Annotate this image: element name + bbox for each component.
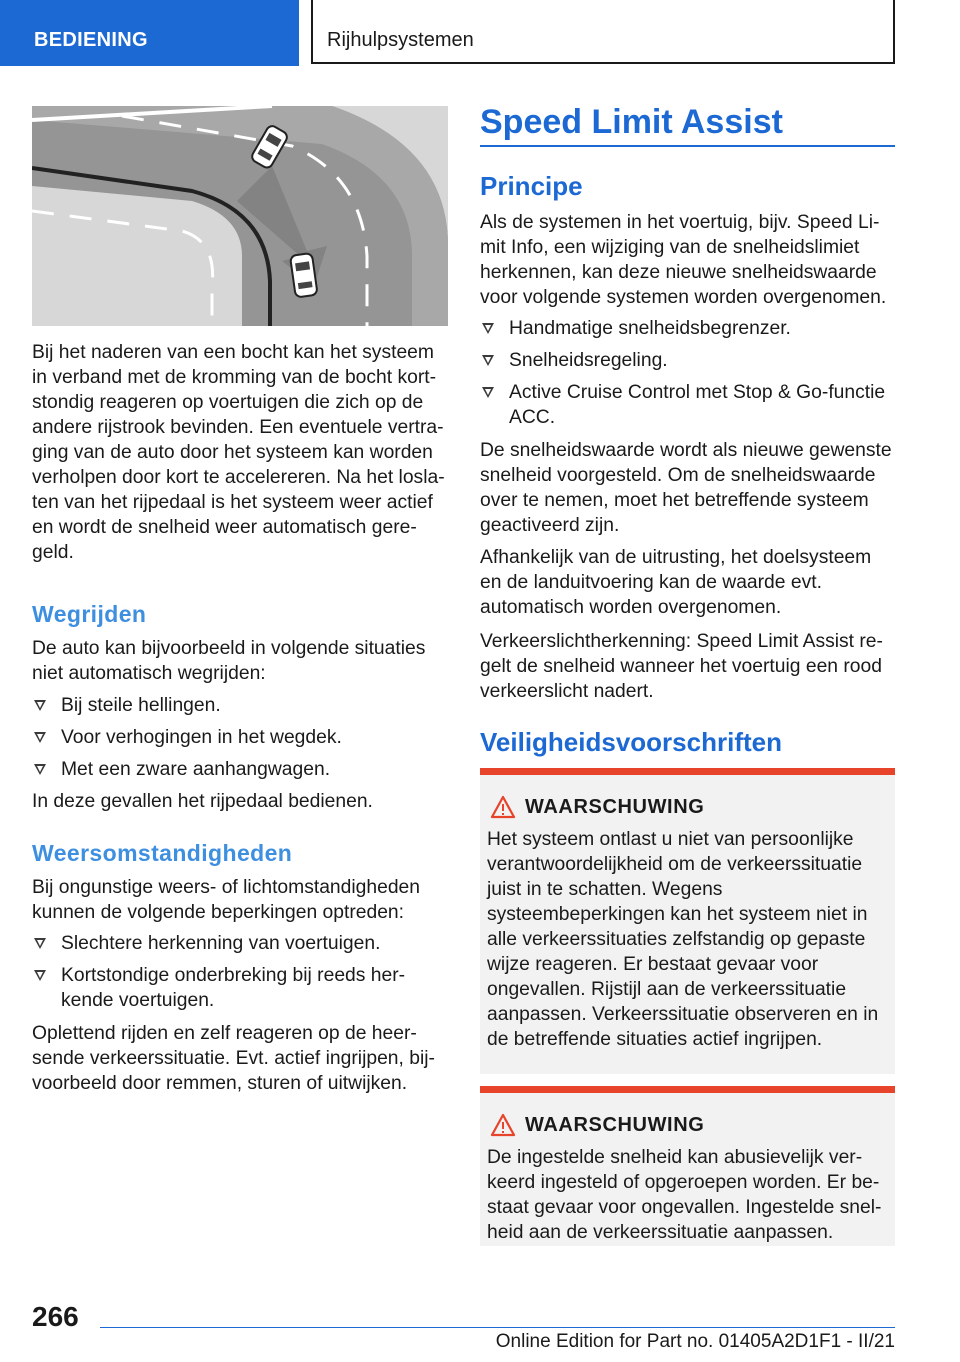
list-item: Kortstondige onderbreking bij reeds herkende voertuigen. xyxy=(32,963,448,1013)
page-number: 266 xyxy=(32,1301,79,1332)
warning-label: WAARSCHUWING xyxy=(487,795,887,820)
warning-text: De ingestelde snelheid kan abusievelijk verkeerd ingesteld of opgeroepen worden. Er bestaat gevaar voor ongevallen. Ingestelde snelheid aan de verkeerssituatie aanpassen. xyxy=(487,1147,882,1243)
bullet-triangle-icon xyxy=(34,732,46,743)
page-title: Speed Limit Assist xyxy=(480,103,783,141)
warning-triangle-icon xyxy=(490,1113,516,1137)
section-tab: BEDIENING xyxy=(0,0,299,66)
list-item: Bij steile hellingen. xyxy=(32,693,448,718)
list-item: Active Cruise Control met Stop & Go-functie ACC. xyxy=(480,380,895,430)
warning-box xyxy=(480,768,895,1074)
edition-note: Online Edition for Part no. 01405A2D1F1 - II/21 xyxy=(495,1331,895,1352)
bullet-triangle-icon xyxy=(34,700,46,711)
warning-triangle-icon xyxy=(490,795,516,819)
bullet-triangle-icon xyxy=(482,387,494,398)
curve-assist-illustration xyxy=(32,106,448,326)
heading-weersomstandigheden: Weersomstandigheden xyxy=(32,840,293,866)
bullet-triangle-icon xyxy=(482,355,494,366)
heading-wegrijden: Wegrijden xyxy=(32,601,147,627)
curve-paragraph: Bij het naderen van een bocht kan het systeem in verband met de kromming van de bocht kortstondig reageren op voertuigen die zich op de andere rijstrook bevinden. Een eventuele vertraging van de auto door het systeem kan worden verholpen door kort te accelereren. Na het loslaten van het rijpedaal is het systeem weer actief en wordt de snelheid weer automatisch geregeld. xyxy=(32,342,445,563)
list-item: Slechtere herkenning van voertuigen. xyxy=(32,931,448,956)
heading-veiligheid: Veiligheidsvoorschriften xyxy=(480,727,782,757)
wegrijden-outro: In deze gevallen het rijpedaal bedienen. xyxy=(32,791,373,812)
bullet-triangle-icon xyxy=(482,323,494,334)
footer-divider xyxy=(100,1327,895,1328)
weer-outro: Oplettend rijden en zelf reageren op de heersende verkeerssituatie. Evt. actief ingrijpen, bijvoorbeeld door remmen, sturen of uitwijken. xyxy=(32,1023,435,1094)
weer-intro: Bij ongunstige weers- of lichtomstandigheden kunnen de volgende beperkingen optreden: xyxy=(32,877,420,923)
wegrijden-intro: De auto kan bijvoorbeeld in volgende situaties niet automatisch wegrijden: xyxy=(32,638,426,684)
list-item: Voor verhogingen in het wegdek. xyxy=(32,725,448,750)
warning-box xyxy=(480,1086,895,1246)
bullet-triangle-icon xyxy=(34,764,46,775)
principe-p3: Verkeerslichtherkenning: Speed Limit Assist regelt de snelheid wanneer het voertuig een rood verkeerslicht nadert. xyxy=(480,631,883,702)
title-divider xyxy=(480,145,895,147)
list-item: Met een zware aanhangwagen. xyxy=(32,757,448,782)
bullet-triangle-icon xyxy=(34,938,46,949)
warning-label: WAARSCHUWING xyxy=(487,1113,887,1138)
principe-p2: Afhankelijk van de uitrusting, het doelsysteem en de landuitvoering kan de waarde evt. automatisch worden overgenomen. xyxy=(480,547,872,618)
chapter-title: Rijhulpsystemen xyxy=(311,0,895,64)
heading-principe: Principe xyxy=(480,171,583,201)
bullet-triangle-icon xyxy=(34,970,46,981)
list-item: Handmatige snelheidsbegrenzer. xyxy=(480,316,895,341)
principe-intro: Als de systemen in het voertuig, bijv. Speed Limit Info, een wijziging van de snelheidslimiet herkennen, kan deze nieuwe snelheidswaarde voor volgende systemen worden overgenomen. xyxy=(480,212,887,308)
warning-text: Het systeem ontlast u niet van persoonlijke verantwoordelijkheid om de verkeerssituatie juist in te schatten. Wegens systeembeperkingen kan het systeem niet in alle verkeerssituaties zelfstandig op gepaste wijze reageren. Er bestaat gevaar voor ongevallen. Rijstijl aan de verkeerssituatie aanpassen. Verkeerssituatie observeren en in de betreffende situaties actief ingrijpen. xyxy=(487,829,879,1050)
principe-p1: De snelheidswaarde wordt als nieuwe gewenste snelheid voorgesteld. Om de snelheidswaarde over te nemen, moet het betreffende systeem geactiveerd zijn. xyxy=(480,440,892,536)
list-item: Snelheidsregeling. xyxy=(480,348,895,373)
